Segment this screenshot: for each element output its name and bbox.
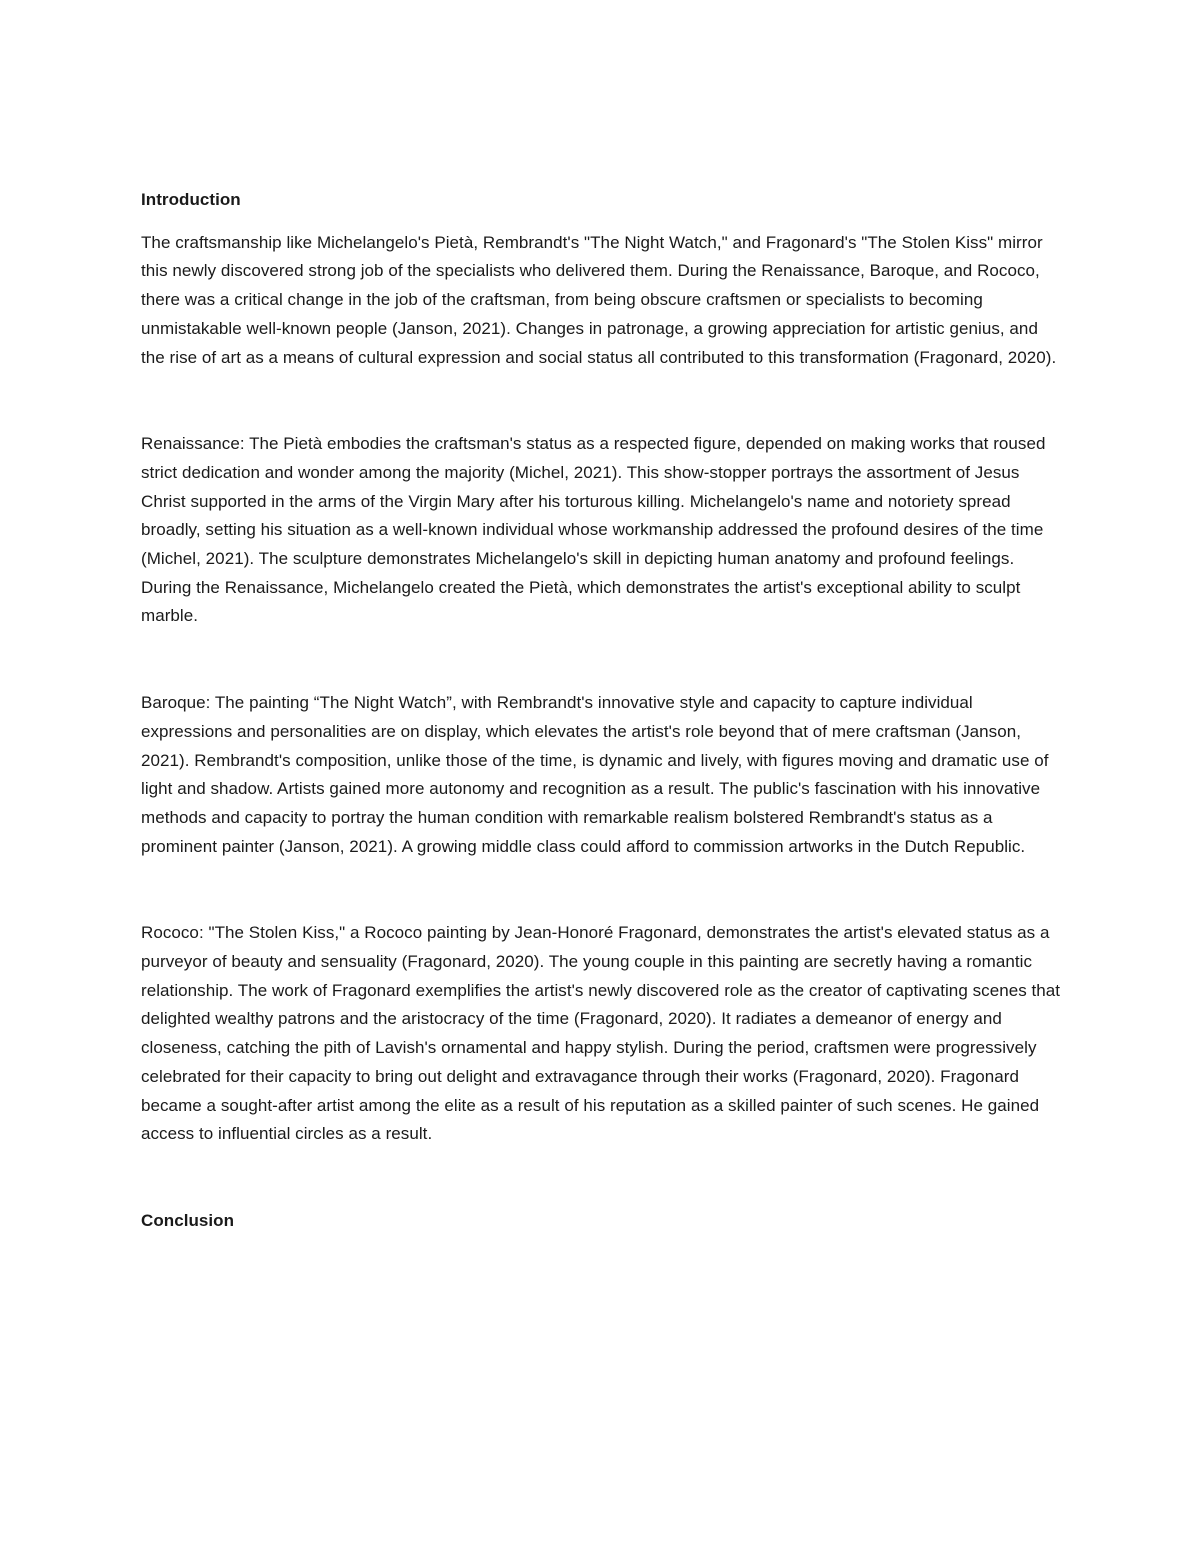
spacer <box>141 1149 1061 1207</box>
rococo-paragraph: Rococo: "The Stolen Kiss," a Rococo painting by Jean-Honoré Fragonard, demonstrates the artist's elevated status as a purveyor of beauty and sensuality (Fragonard, 2020). The young couple in this painting are secretly having a romantic relationship. The work of Fragonard exemplifies the artist's newly discovered role as the creator of captivating scenes that delighted wealthy patrons and the aristocracy of the time (Fragonard, 2020). It radiates a demeanor of energy and closeness, catching the pith of Lavish's ornamental and happy stylish. During the period, craftsmen were progressively celebrated for their capacity to bring out delight and extravagance through their works (Fragonard, 2020). Fragonard became a sought-after artist among the elite as a result of his reputation as a skilled painter of such scenes. He gained access to influential circles as a result. <box>141 923 1061 1144</box>
spacer <box>141 861 1061 919</box>
conclusion-heading: Conclusion <box>141 1210 235 1230</box>
spacer <box>141 631 1061 689</box>
baroque-paragraph: Baroque: The painting “The Night Watch”, with Rembrandt's innovative style and capacity to capture individual expressions and personalities are on display, which elevates the artist's role beyond that of mere craftsman (Janson, 2021). Rembrandt's composition, unlike those of the time, is dynamic and lively, with figures moving and dramatic use of light and shadow. Artists gained more autonomy and recognition as a result. The public's fascination with his innovative methods and capacity to portray the human condition with remarkable realism bolstered Rembrandt's status as a prominent painter (Janson, 2021). A growing middle class could afford to commission artworks in the Dutch Republic. <box>141 693 1049 856</box>
spacer <box>141 372 1061 430</box>
renaissance-paragraph: Renaissance: The Pietà embodies the craftsman's status as a respected figure, depended on making works that roused strict dedication and wonder among the majority (Michel, 2021). This show-stopper portrays the assortment of Jesus Christ supported in the arms of the Virgin Mary after his torturous killing. Michelangelo's name and notoriety spread broadly, setting his situation as a well-known individual whose workmanship addressed the profound desires of the time (Michel, 2021). The sculpture demonstrates Michelangelo's skill in depicting human anatomy and profound feelings. During the Renaissance, Michelangelo created the Pietà, which demonstrates the artist's exceptional ability to sculpt marble. <box>141 434 1046 626</box>
introduction-heading: Introduction <box>141 190 241 209</box>
document-body <box>141 186 1061 1236</box>
spacer <box>141 215 1061 229</box>
introduction-paragraph: The craftsmanship like Michelangelo's Pietà, Rembrandt's "The Night Watch," and Fragonard's "The Stolen Kiss" mirror this newly discovered strong job of the specialists who delivered them. During the Renaissance, Baroque, and Rococo, there was a critical change in the job of the craftsman, from being obscure craftsmen or specialists to becoming unmistakable well-known people (Janson, 2021). Changes in patronage, a growing appreciation for artistic genius, and the rise of art as a means of cultural expression and social status all contributed to this transformation (Fragonard, 2020). <box>141 232 1057 367</box>
